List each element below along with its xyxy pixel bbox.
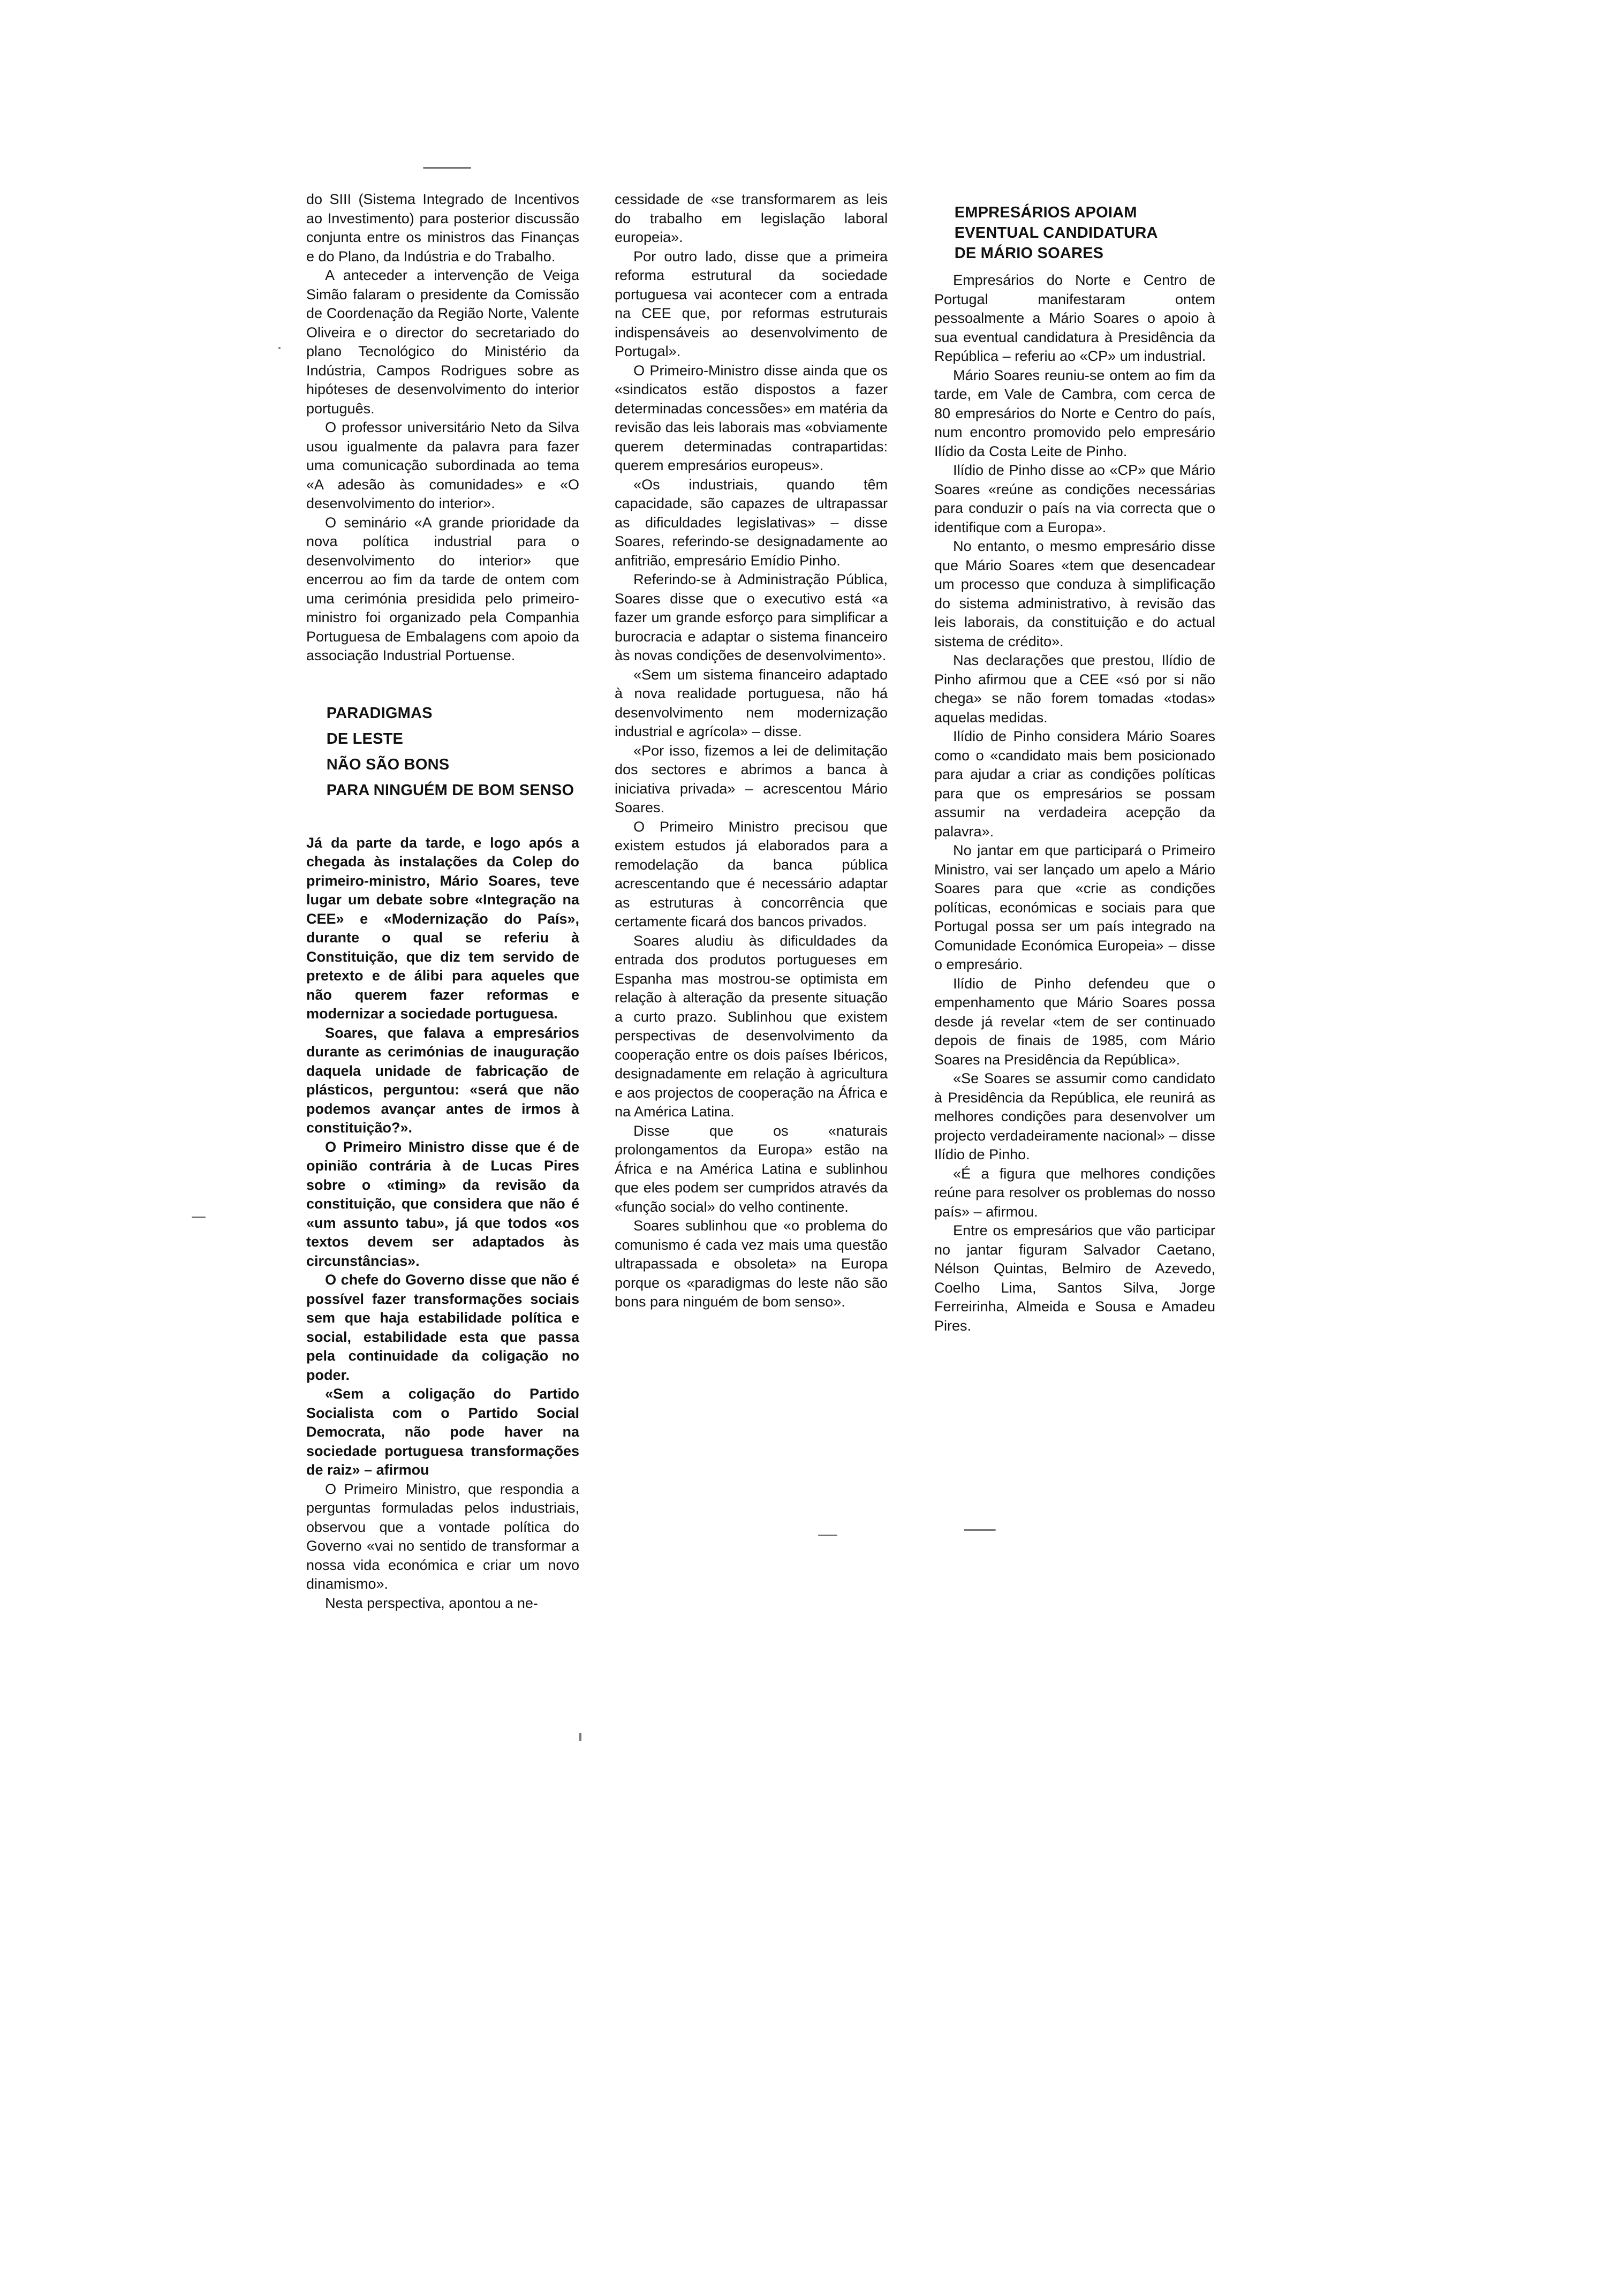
article-paragraph: do SIII (Sistema Integrado de Incentivos ao Investimento) para posterior discussão conjunta entre os ministros das Finanças e do Plano, da Indústria e do Trabalho. bbox=[306, 191, 579, 265]
subheading-line-1: PARADIGMAS bbox=[326, 704, 433, 722]
scan-speck bbox=[192, 1217, 206, 1218]
article-paragraph: «Se Soares se assumir como candidato à Presidência da República, ele reunirá as melhores condições para desenvolver um projecto verdadeiramente nacional» – disse Ilídio de Pinho. bbox=[934, 1070, 1215, 1162]
article-paragraph: «Sem um sistema financeiro adaptado à nova realidade portuguesa, não há desenvolvimento nem modernização industrial e agrícola» – disse. bbox=[615, 666, 888, 739]
article-paragraph: «É a figura que melhores condições reúne para resolver os problemas do nosso país» – afirmou. bbox=[934, 1165, 1215, 1220]
article-paragraph: Ilídio de Pinho defendeu que o empenhamento que Mário Soares possa desde já revelar «tem de ser continuado depois de finais de 1985, com Mário Soares na Presidência da República». bbox=[934, 975, 1215, 1068]
article-paragraph: A anteceder a intervenção de Veiga Simão falaram o presidente da Comissão de Coordenação da Região Norte, Valente Oliveira e o director do secretariado do plano Tecnológico do Ministério da Indústria, Campos Rodrigues sobre as hipóteses de desenvolvimento do interior português. bbox=[306, 267, 579, 417]
article-paragraph: No entanto, o mesmo empresário disse que Mário Soares «tem que desencadear um processo que conduza à simplificação do sistema administrativo, à revisão das leis laborais, da constituição e do actual sistema de crédito». bbox=[934, 538, 1215, 649]
article-paragraph: Nas declarações que prestou, Ilídio de Pinho afirmou que a CEE «só por si não chega» se não forem tomadas «todas» aquelas medidas. bbox=[934, 652, 1215, 726]
article-paragraph: O chefe do Governo disse que não é possível fazer transformações sociais sem que haja estabilidade política e social, estabilidade esta que passa pela continuidade da coligação no poder. bbox=[306, 1272, 579, 1383]
scan-speck bbox=[579, 1733, 581, 1741]
article-paragraph: «Sem a coligação do Partido Socialista com o Partido Social Democrata, não pode haver na sociedade portuguesa transformações de raiz» – afirmou bbox=[306, 1386, 579, 1478]
article-column-3 bbox=[934, 202, 1215, 1335]
article-paragraph: O Primeiro Ministro disse que é de opinião contrária à de Lucas Pires sobre o «timing» da revisão da constituição, que considera que não é «um assunto tabu», já que todos «os textos devem ser adaptados às circunstâncias». bbox=[306, 1138, 579, 1269]
article-paragraph: O Primeiro Ministro precisou que existem estudos já elaborados para a remodelação da banca pública acrescentando que é necessário adaptar as estruturas à concorrência que certamente ficará dos bancos privados. bbox=[615, 818, 888, 930]
article-paragraph: Por outro lado, disse que a primeira reforma estrutural da sociedade portuguesa vai acontecer com a entrada na CEE que, por reformas estruturais indispensáveis ao desenvolvimento de Portugal». bbox=[615, 248, 888, 359]
article-paragraph: O seminário «A grande prioridade da nova política industrial para o desenvolvimento do interior» que encerrou ao fim da tarde de ontem com uma cerimónia presidida pelo primeiro-ministro foi organizado pela Companhia Portuguesa de Embalagens com apoio da associação Industrial Portuense. bbox=[306, 514, 579, 663]
article-paragraph: O Primeiro-Ministro disse ainda que os «sindicatos estão dispostos a fazer determinadas concessões» em matéria da revisão das leis laborais mas «obviamente querem determinadas contrapartidas: querem empresários europeus». bbox=[615, 362, 888, 473]
article-paragraph: «Por isso, fizemos a lei de delimitação dos sectores e abrimos a banca à iniciativa privada» – acrescentou Mário Soares. bbox=[615, 742, 888, 815]
article-paragraph: «Os industriais, quando têm capacidade, são capazes de ultrapassar as dificuldades legislativas» – disse Soares, referindo-se designadamente ao anfitrião, empresário Emídio Pinho. bbox=[615, 476, 888, 569]
article-paragraph: Empresários do Norte e Centro de Portugal manifestaram ontem pessoalmente a Mário Soares o apoio à sua eventual candidatura à Presidência da República – referiu ao «CP» um industrial. bbox=[934, 272, 1215, 364]
scan-speck bbox=[423, 167, 471, 169]
scan-speck bbox=[964, 1529, 996, 1531]
sidebar-heading-line-2: EVENTUAL CANDIDATURA bbox=[954, 224, 1158, 241]
article-paragraph: Mário Soares reuniu-se ontem ao fim da tarde, em Vale de Cambra, com cerca de 80 empresários do Norte e Centro do país, num encontro promovido pelo empresário Ilídio da Costa Leite de Pinho. bbox=[934, 367, 1215, 459]
subheading-line-2: DE LESTE bbox=[326, 730, 404, 747]
article-paragraph: Ilídio de Pinho considera Mário Soares como o «candidato mais bem posicionado para ajudar a criar as condições políticas para que os empresários se possam assumir na verdadeira acepção da palavra». bbox=[934, 728, 1215, 840]
subheading-line-4: PARA NINGUÉM DE BOM SENSO bbox=[326, 781, 574, 799]
subheading-paradigmas bbox=[306, 703, 579, 800]
article-paragraph: Soares, que falava a empresários durante as cerimónias de inauguração daquela unidade de fabricação de plásticos, perguntou: «será que não podemos avançar antes de irmos à constituição?». bbox=[306, 1024, 579, 1136]
article-paragraph: Entre os empresários que vão participar no jantar figuram Salvador Caetano, Nélson Quintas, Belmiro de Azevedo, Coelho Lima, Santos Silva, Jorge Ferreirinha, Almeida e Sousa e Amadeu Pires. bbox=[934, 1222, 1215, 1334]
article-paragraph: Soares sublinhou que «o problema do comunismo é cada vez mais uma questão ultrapassada e obsoleta» na Europa porque os «paradigmas do leste não são bons para ninguém de bom senso». bbox=[615, 1218, 888, 1310]
subheading-line-3: NÃO SÃO BONS bbox=[326, 756, 450, 773]
article-paragraph: O professor universitário Neto da Silva usou igualmente da palavra para fazer uma comunicação subordinada ao tema «A adesão às comunidades» e «O desenvolvimento do interior». bbox=[306, 419, 579, 511]
article-paragraph: No jantar em que participará o Primeiro Ministro, vai ser lançado um apelo a Mário Soares para que «crie as condições políticas, económicas e sociais para que Portugal possa ser um país integrado na Comunidade Económica Europeia» – disse o empresário. bbox=[934, 842, 1215, 972]
scan-speck bbox=[278, 347, 281, 349]
article-column-1 bbox=[306, 190, 579, 1613]
sidebar-heading-line-1: EMPRESÁRIOS APOIAM bbox=[954, 204, 1137, 221]
article-paragraph: Disse que os «naturais prolongamentos da Europa» estão na África e na América Latina e sublinhou que eles podem ser cumpridos através da «função social» do velho continente. bbox=[615, 1122, 888, 1215]
article-paragraph: Ilídio de Pinho disse ao «CP» que Mário Soares «reúne as condições necessárias para conduzir o país na via correcta que o identifique com a Europa». bbox=[934, 462, 1215, 535]
article-paragraph: Já da parte da tarde, e logo após a chegada às instalações da Colep do primeiro-ministro, Mário Soares, teve lugar um debate sobre «Integração na CEE» e «Modernização do País», durante o qual se referiu à Constituição, que diz tem servido de pretexto e de álibi para aqueles que não querem fazer reformas e modernizar a sociedade portuguesa. bbox=[306, 834, 579, 1022]
article-paragraph: Referindo-se à Administração Pública, Soares disse que o executivo está «a fazer um grande esforço para simplificar a burocracia e adaptar o sistema financeiro às novas condições de desenvolvimento». bbox=[615, 571, 888, 663]
article-paragraph: Nesta perspectiva, apontou a ne- bbox=[325, 1595, 538, 1611]
article-paragraph: O Primeiro Ministro, que respondia a perguntas formuladas pelos industriais, observou que a vontade política do Governo «vai no sentido de transformar a nossa vida económica e criar um novo dinamismo». bbox=[306, 1481, 579, 1592]
article-paragraph: cessidade de «se transformarem as leis do trabalho em legislação laboral europeia». bbox=[615, 191, 888, 245]
sidebar-heading bbox=[934, 202, 1215, 263]
article-paragraph: Soares aludiu às dificuldades da entrada dos produtos portugueses em Espanha mas mostrou-se optimista em relação à alteração da presente situação a curto prazo. Sublinhou que existem perspectivas de desenvolvimento da cooperação entre os dois países Ibéricos, designadamente em relação à agricultura e aos projectos de cooperação na África e na América Latina. bbox=[615, 932, 888, 1120]
scan-speck bbox=[818, 1535, 837, 1536]
article-column-2 bbox=[615, 190, 888, 1312]
sidebar-heading-line-3: DE MÁRIO SOARES bbox=[954, 245, 1104, 262]
